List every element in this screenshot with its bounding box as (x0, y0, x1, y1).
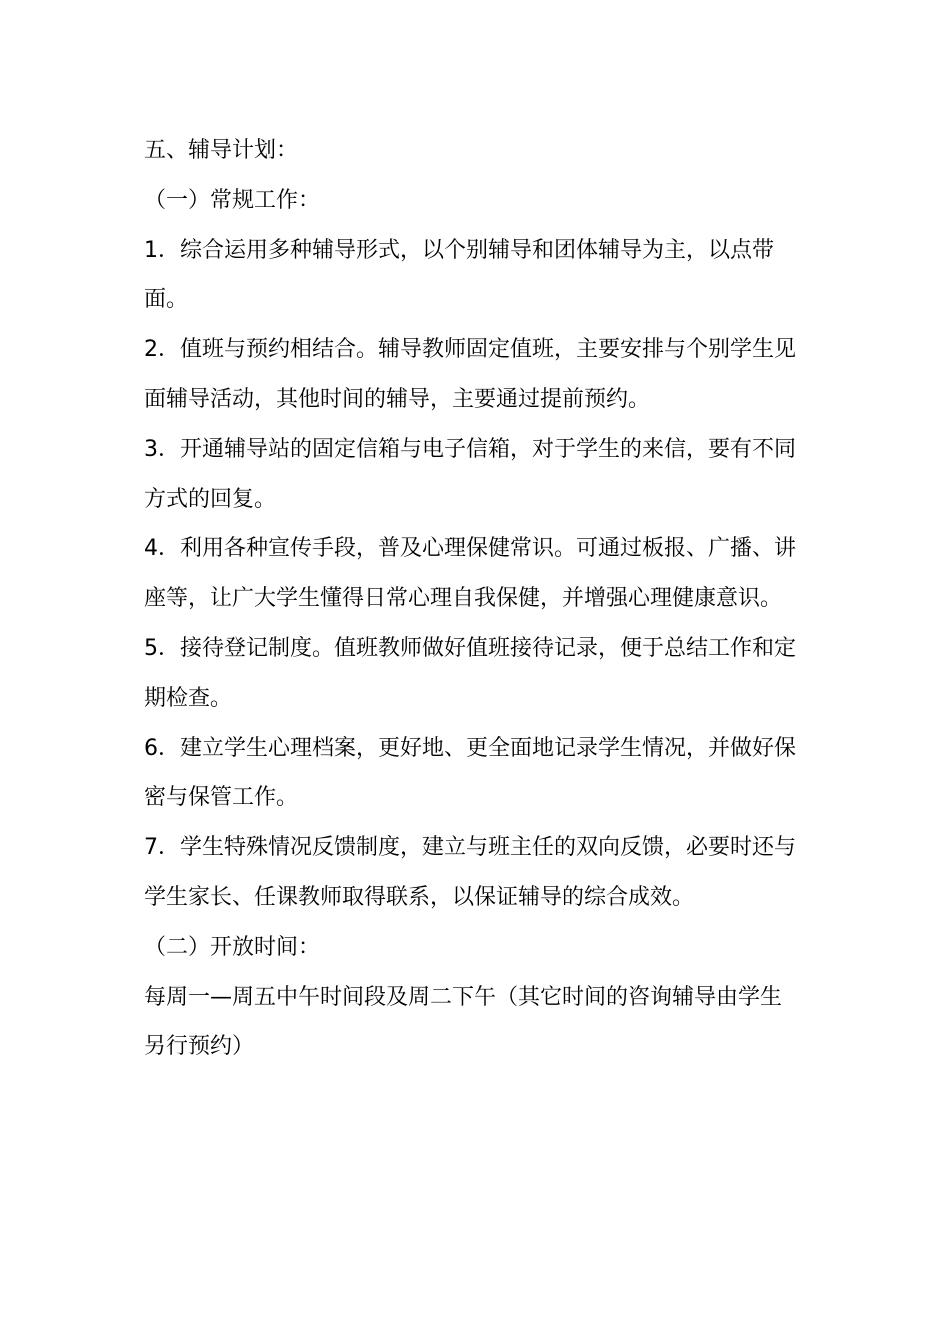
section-heading: 五、辅导计划： (144, 138, 299, 163)
subsection-heading-routine-work: （一）常规工作： (144, 187, 321, 213)
item-5-line-2: 期检查。 (144, 685, 233, 711)
item-7-line-2: 学生家长、任课教师取得联系，以保证辅导的综合成效。 (144, 884, 695, 910)
item-3-line-1: 3．开通辅导站的固定信箱与电子信箱，对于学生的来信，要有不同 (144, 436, 796, 462)
item-3-line-2: 方式的回复。 (144, 486, 277, 512)
item-4-line-2: 座等，让广大学生懂得日常心理自我保健，并增强心理健康意识。 (144, 586, 783, 612)
item-1-line-1: 1．综合运用多种辅导形式，以个别辅导和团体辅导为主，以点带 (144, 237, 774, 263)
item-2-line-2: 面辅导活动，其他时间的辅导，主要通过提前预约。 (144, 386, 651, 412)
item-2-line-1: 2．值班与预约相结合。辅导教师固定值班，主要安排与个别学生见 (144, 337, 796, 363)
item-7-line-1: 7．学生特殊情况反馈制度，建立与班主任的双向反馈，必要时还与 (144, 835, 796, 861)
item-6-line-2: 密与保管工作。 (144, 785, 299, 811)
subsection-heading-open-hours: （二）开放时间： (144, 934, 321, 960)
item-5-line-1: 5．接待登记制度。值班教师做好值班接待记录，便于总结工作和定 (144, 635, 796, 661)
document-body (144, 126, 814, 1072)
open-hours-line-1: 每周一—周五中午时间段及周二下午（其它时间的咨询辅导由学生 (144, 984, 783, 1010)
open-hours-line-2: 另行预约） (144, 1034, 255, 1060)
item-4-line-1: 4．利用各种宣传手段，普及心理保健常识。可通过板报、广播、讲 (144, 536, 796, 562)
item-1-line-2: 面。 (144, 287, 189, 313)
item-6-line-1: 6．建立学生心理档案，更好地、更全面地记录学生情况，并做好保 (144, 735, 796, 761)
